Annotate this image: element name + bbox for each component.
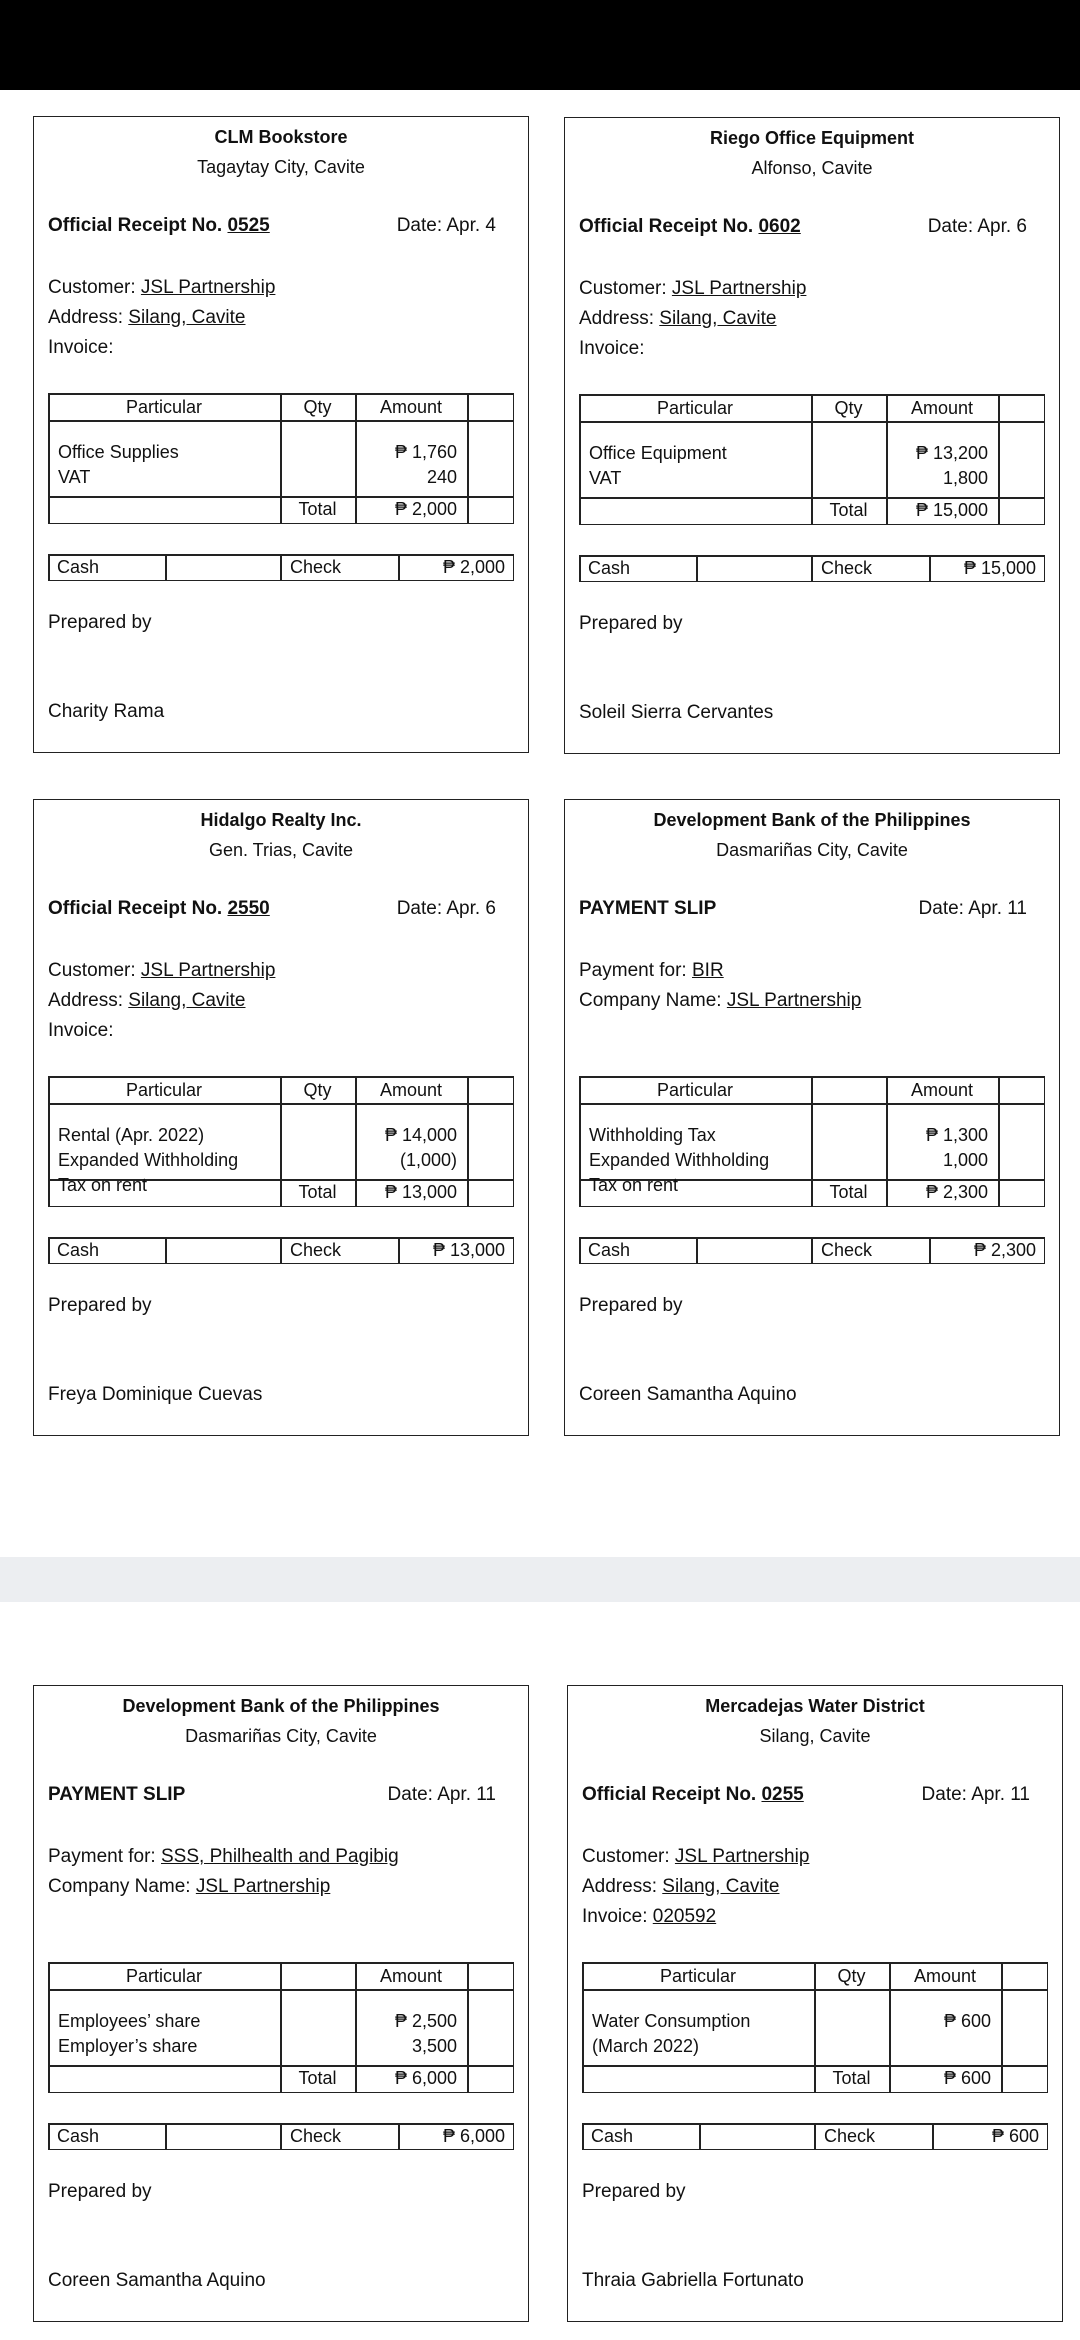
- cash-label: Cash: [57, 557, 100, 577]
- info-line-3: [579, 334, 644, 364]
- table-line: [467, 1076, 469, 1207]
- header-particular: Particular: [125, 397, 203, 417]
- payment-method-row: [48, 1237, 514, 1264]
- info-value: BIR: [692, 960, 724, 981]
- amounts-text: ₱ 2,500 3,500: [394, 2011, 457, 2056]
- info-line-1: [48, 956, 275, 986]
- particulars-text: Rental (Apr. 2022) Expanded Withholding Tax on rent: [58, 1125, 239, 1195]
- info-value: Silang, Cavite: [128, 990, 246, 1011]
- info-value: Silang, Cavite: [128, 307, 246, 328]
- check-label: Check: [290, 1240, 342, 1260]
- doc-title: [48, 211, 270, 241]
- paid-amount: ₱ 15,000: [963, 558, 1036, 578]
- particulars-table: [48, 1076, 514, 1207]
- row-line: [280, 1237, 282, 1264]
- table-line: [467, 1962, 469, 2093]
- amounts-text: ₱ 13,200 1,800: [915, 443, 988, 488]
- header-amount: Amount: [913, 1966, 977, 1986]
- total-label: Total: [298, 1182, 337, 1202]
- cash-label: Cash: [57, 1240, 100, 1260]
- cash-label: Cash: [588, 1240, 631, 1260]
- total-amount: ₱ 2,300: [925, 1182, 988, 1202]
- info-label: Address:: [582, 1876, 663, 1897]
- total-label: Total: [298, 499, 337, 519]
- preparer-name: Coreen Samantha Aquino: [579, 1384, 797, 1405]
- row-line: [811, 555, 813, 582]
- cash-label: Cash: [588, 558, 631, 578]
- prepared-by-label: Prepared by: [579, 613, 683, 634]
- prepared-by-label: Prepared by: [579, 1295, 683, 1316]
- paid-amount: ₱ 13,000: [432, 1240, 505, 1260]
- page-separator: [0, 1557, 1080, 1602]
- header-amount: Amount: [910, 1080, 974, 1100]
- table-line: [513, 1076, 515, 1207]
- particulars-text: Water Consumption (March 2022): [592, 2011, 751, 2056]
- info-value: Silang, Cavite: [662, 1876, 780, 1897]
- info-line-2: [579, 304, 777, 334]
- info-line-1: [579, 274, 806, 304]
- company-location: Dasmariñas City, Cavite: [716, 840, 908, 860]
- paid-amount: ₱ 6,000: [442, 2126, 505, 2146]
- particulars-table: [48, 1962, 514, 2093]
- row-line: [280, 2123, 282, 2150]
- doc-number: 0525: [227, 215, 270, 236]
- row-line: [811, 1237, 813, 1264]
- receipt-2: [564, 117, 1060, 754]
- info-value: JSL Partnership: [674, 1846, 810, 1867]
- table-line: [513, 1962, 515, 2093]
- row-line: [48, 554, 50, 581]
- check-label: Check: [290, 557, 342, 577]
- table-line: [1044, 394, 1046, 525]
- table-line: [1001, 1962, 1003, 2093]
- info-label: Invoice:: [48, 1020, 114, 1041]
- company-name: Development Bank of the Philippines: [653, 810, 971, 830]
- row-line: [579, 1237, 581, 1264]
- doc-number: 0255: [761, 1784, 804, 1805]
- amounts-text: ₱ 1,300 1,000: [925, 1125, 988, 1170]
- row-line: [1044, 555, 1046, 582]
- info-label: Payment for:: [579, 960, 692, 981]
- payment-method-row: [579, 1237, 1045, 1264]
- total-amount: ₱ 2,000: [394, 499, 457, 519]
- preparer-name: Coreen Samantha Aquino: [48, 2270, 266, 2291]
- header-particular: Particular: [125, 1080, 203, 1100]
- info-value: JSL Partnership: [671, 278, 807, 299]
- table-line: [998, 394, 1000, 525]
- doc-date: Date: Apr. 6: [396, 898, 496, 919]
- total-label: Total: [829, 500, 868, 520]
- total-amount: ₱ 13,000: [384, 1182, 457, 1202]
- info-line-1: [48, 273, 275, 303]
- info-line-2: [582, 1872, 780, 1902]
- info-label: Address:: [579, 308, 660, 329]
- header-particular: Particular: [656, 1080, 734, 1100]
- total-amount: ₱ 600: [943, 2068, 991, 2088]
- info-label: Customer:: [582, 1846, 675, 1867]
- amounts-text: ₱ 14,000 (1,000): [384, 1125, 457, 1170]
- info-line-2: [48, 986, 246, 1016]
- amounts-text: ₱ 600: [943, 2011, 991, 2031]
- doc-date: Date: Apr. 4: [396, 215, 496, 236]
- doc-title: [48, 894, 270, 924]
- table-line: [1044, 1076, 1046, 1207]
- info-value: Silang, Cavite: [659, 308, 777, 329]
- prepared-by-label: Prepared by: [582, 2181, 686, 2202]
- paid-amount: ₱ 600: [991, 2126, 1039, 2146]
- header-particular: Particular: [659, 1966, 737, 1986]
- info-value: SSS, Philhealth and Pagibig: [161, 1846, 399, 1867]
- total-label: Total: [298, 2068, 337, 2088]
- table-line: [467, 393, 469, 524]
- preparer-name: Freya Dominique Cuevas: [48, 1384, 263, 1405]
- info-value: JSL Partnership: [195, 1876, 331, 1897]
- total-label: Total: [832, 2068, 871, 2088]
- amounts-text: ₱ 1,760 240: [394, 442, 457, 487]
- row-line: [513, 2123, 515, 2150]
- header-qty: Qty: [303, 1080, 332, 1100]
- paid-amount: ₱ 2,000: [442, 557, 505, 577]
- payment-method-row: [582, 2123, 1048, 2150]
- row-line: [513, 554, 515, 581]
- info-line-2: [48, 1872, 330, 1902]
- company-name: CLM Bookstore: [214, 127, 348, 147]
- info-line-1: [582, 1842, 809, 1872]
- company-location: Alfonso, Cavite: [751, 158, 873, 178]
- row-line: [48, 1237, 50, 1264]
- info-line-1: [579, 956, 724, 986]
- doc-label: PAYMENT SLIP: [48, 1784, 186, 1805]
- particulars-table: [582, 1962, 1048, 2093]
- doc-label: PAYMENT SLIP: [579, 898, 717, 919]
- info-label: Address:: [48, 990, 129, 1011]
- info-value: 020592: [652, 1906, 717, 1927]
- doc-title: [579, 212, 801, 242]
- row-line: [1047, 2123, 1049, 2150]
- company-location: Tagaytay City, Cavite: [197, 157, 365, 177]
- info-label: Customer:: [48, 277, 141, 298]
- info-line-1: [48, 1842, 399, 1872]
- doc-number: 0602: [758, 216, 801, 237]
- top-black-bar: [0, 0, 1080, 90]
- preparer-name: Soleil Sierra Cervantes: [579, 702, 774, 723]
- company-name: Development Bank of the Philippines: [122, 1696, 440, 1716]
- doc-number: 2550: [227, 898, 270, 919]
- particulars-text: Withholding Tax Expanded Withholding Tax on rent: [589, 1125, 770, 1195]
- particulars-text: Office Equipment VAT: [589, 443, 727, 488]
- doc-date: Date: Apr. 6: [927, 216, 1027, 237]
- table-line: [998, 1076, 1000, 1207]
- paid-amount: ₱ 2,300: [973, 1240, 1036, 1260]
- row-line: [165, 554, 167, 581]
- info-line-3: [582, 1902, 716, 1932]
- check-label: Check: [821, 558, 873, 578]
- check-label: Check: [821, 1240, 873, 1260]
- info-label: Customer:: [48, 960, 141, 981]
- header-amount: Amount: [910, 398, 974, 418]
- info-label: Company Name:: [48, 1876, 196, 1897]
- total-label: Total: [829, 1182, 868, 1202]
- row-line: [699, 2123, 701, 2150]
- particulars-table: [48, 393, 514, 524]
- prepared-by-label: Prepared by: [48, 2181, 152, 2202]
- payment-method-row: [579, 555, 1045, 582]
- info-label: Customer:: [579, 278, 672, 299]
- cash-label: Cash: [591, 2126, 634, 2146]
- prepared-by-label: Prepared by: [48, 1295, 152, 1316]
- company-name: Riego Office Equipment: [709, 128, 914, 148]
- header-qty: Qty: [837, 1966, 866, 1986]
- info-value: JSL Partnership: [140, 960, 276, 981]
- doc-title: [579, 894, 716, 924]
- particulars-table: [579, 394, 1045, 525]
- info-label: Payment for:: [48, 1846, 161, 1867]
- info-value: JSL Partnership: [726, 990, 862, 1011]
- particulars-text: Employees’ share Employer’s share: [58, 2011, 201, 2056]
- info-label: Invoice:: [582, 1906, 653, 1927]
- receipt-5: [33, 1685, 529, 2322]
- particulars-table: [579, 1076, 1045, 1207]
- payment-method-row: [48, 554, 514, 581]
- row-line: [1044, 1237, 1046, 1264]
- preparer-name: Thraia Gabriella Fortunato: [582, 2270, 804, 2291]
- check-label: Check: [290, 2126, 342, 2146]
- info-line-2: [48, 303, 246, 333]
- cash-label: Cash: [57, 2126, 100, 2146]
- header-amount: Amount: [379, 1966, 443, 1986]
- company-location: Gen. Trias, Cavite: [208, 840, 354, 860]
- receipt-1: [33, 116, 529, 753]
- header-amount: Amount: [379, 397, 443, 417]
- doc-label: Official Receipt No.: [582, 1784, 757, 1805]
- total-amount: ₱ 6,000: [394, 2068, 457, 2088]
- info-label: Invoice:: [579, 338, 645, 359]
- row-line: [696, 1237, 698, 1264]
- row-line: [513, 1237, 515, 1264]
- payment-method-row: [48, 2123, 514, 2150]
- particulars-text: Office Supplies VAT: [58, 442, 179, 487]
- row-line: [48, 2123, 50, 2150]
- row-line: [582, 2123, 584, 2150]
- company-location: Silang, Cavite: [759, 1726, 871, 1746]
- doc-date: Date: Apr. 11: [918, 898, 1027, 919]
- row-line: [280, 554, 282, 581]
- prepared-by-label: Prepared by: [48, 612, 152, 633]
- doc-title: [582, 1780, 804, 1810]
- info-value: JSL Partnership: [140, 277, 276, 298]
- header-particular: Particular: [125, 1966, 203, 1986]
- doc-label: Official Receipt No.: [579, 216, 754, 237]
- table-line: [1047, 1962, 1049, 2093]
- row-line: [696, 555, 698, 582]
- info-line-3: [48, 1016, 113, 1046]
- receipt-4: [564, 799, 1060, 1436]
- row-line: [165, 2123, 167, 2150]
- info-label: Company Name:: [579, 990, 727, 1011]
- header-particular: Particular: [656, 398, 734, 418]
- company-name: Mercadejas Water District: [705, 1696, 925, 1716]
- header-qty: Qty: [303, 397, 332, 417]
- preparer-name: Charity Rama: [48, 701, 165, 722]
- header-qty: Qty: [834, 398, 863, 418]
- row-line: [814, 2123, 816, 2150]
- doc-label: Official Receipt No.: [48, 215, 223, 236]
- table-line: [513, 393, 515, 524]
- receipt-6: [567, 1685, 1063, 2322]
- header-amount: Amount: [379, 1080, 443, 1100]
- row-line: [579, 555, 581, 582]
- info-line-3: [48, 333, 113, 363]
- info-label: Invoice:: [48, 337, 114, 358]
- doc-date: Date: Apr. 11: [387, 1784, 496, 1805]
- row-line: [165, 1237, 167, 1264]
- doc-title: [48, 1780, 185, 1810]
- info-line-2: [579, 986, 861, 1016]
- info-label: Address:: [48, 307, 129, 328]
- company-name: Hidalgo Realty Inc.: [200, 810, 362, 830]
- receipt-3: [33, 799, 529, 1436]
- company-location: Dasmariñas City, Cavite: [185, 1726, 377, 1746]
- doc-date: Date: Apr. 11: [921, 1784, 1030, 1805]
- total-amount: ₱ 15,000: [915, 500, 988, 520]
- doc-label: Official Receipt No.: [48, 898, 223, 919]
- check-label: Check: [824, 2126, 876, 2146]
